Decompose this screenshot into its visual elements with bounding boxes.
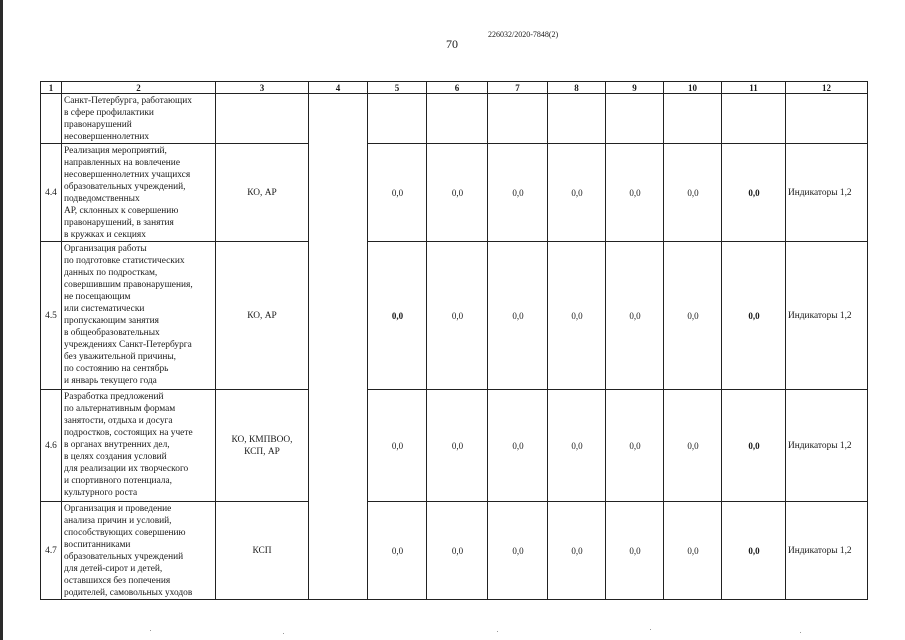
table-row xyxy=(41,390,868,502)
value-cell: 0,0 xyxy=(606,502,664,600)
row-number: 4.6 xyxy=(41,390,62,502)
total-value-cell: 0,0 xyxy=(722,502,786,600)
executor-cell: КО, АР xyxy=(216,242,309,390)
value-cell: 0,0 xyxy=(664,502,722,600)
scan-speck xyxy=(497,631,498,632)
scan-left-edge xyxy=(0,0,3,640)
total-value-cell: 0,0 xyxy=(722,144,786,242)
column-header: 5 xyxy=(368,82,427,94)
column-header: 2 xyxy=(62,82,216,94)
value-cell xyxy=(548,94,606,144)
value-cell: 0,0 xyxy=(368,144,427,242)
table-row xyxy=(41,242,868,390)
table-row xyxy=(41,502,868,600)
scan-speck xyxy=(150,630,151,631)
value-cell: 0,0 xyxy=(427,242,488,390)
value-cell: 0,0 xyxy=(548,502,606,600)
row-number: 4.7 xyxy=(41,502,62,600)
value-cell: 0,0 xyxy=(664,242,722,390)
activity-description: Организация работы по подготовке статистических данных по подросткам, совершившим правонарушения, не посещающим или систематически пропускающим занятия в общеобразовательных учреждениях Санкт-Петербурга без уважительной причины, по состоянию на сентябрь и январь текущего года xyxy=(62,242,216,390)
value-cell: 0,0 xyxy=(664,144,722,242)
value-cell: 0,0 xyxy=(606,242,664,390)
value-cell: 0,0 xyxy=(427,144,488,242)
scan-speck xyxy=(800,632,801,633)
column-header: 11 xyxy=(722,82,786,94)
value-cell xyxy=(606,94,664,144)
indicator-cell xyxy=(786,94,868,144)
table-header-row xyxy=(41,82,868,94)
value-cell: 0,0 xyxy=(664,390,722,502)
column-4-cell xyxy=(309,94,368,600)
column-header: 10 xyxy=(664,82,722,94)
total-value-cell: 0,0 xyxy=(722,242,786,390)
document-code: 226032/2020-7848(2) xyxy=(488,30,559,39)
indicator-cell: Индикаторы 1,2 xyxy=(786,242,868,390)
executor-cell: КСП xyxy=(216,502,309,600)
value-cell: 0,0 xyxy=(488,390,548,502)
column-header: 6 xyxy=(427,82,488,94)
program-activities-table xyxy=(40,81,868,600)
value-cell xyxy=(368,94,427,144)
value-cell: 0,0 xyxy=(488,144,548,242)
activity-description: Санкт-Петербурга, работающих в сфере профилактики правонарушений несовершеннолетних xyxy=(62,94,216,144)
value-cell: 0,0 xyxy=(606,390,664,502)
value-cell xyxy=(427,94,488,144)
activity-description: Разработка предложений по альтернативным формам занятости, отдыха и досуга подростков, состоящих на учете в органах внутренних дел, в целях создания условий для реализации их творческого и спортивного потенциала, культурного роста xyxy=(62,390,216,502)
executor-cell xyxy=(216,94,309,144)
row-number xyxy=(41,94,62,144)
value-cell: 0,0 xyxy=(368,390,427,502)
value-cell: 0,0 xyxy=(427,390,488,502)
column-header: 4 xyxy=(309,82,368,94)
total-value-cell: 0,0 xyxy=(722,390,786,502)
value-cell xyxy=(488,94,548,144)
indicator-cell: Индикаторы 1,2 xyxy=(786,502,868,600)
value-cell: 0,0 xyxy=(548,390,606,502)
column-header: 7 xyxy=(488,82,548,94)
column-header: 8 xyxy=(548,82,606,94)
row-number: 4.4 xyxy=(41,144,62,242)
activity-description: Организация и проведение анализа причин и условий, способствующих совершению воспитанниками образовательных учреждений для детей-сирот и детей, оставшихся без попечения родителей, самовольных уходов xyxy=(62,502,216,600)
value-cell: 0,0 xyxy=(488,502,548,600)
value-cell: 0,0 xyxy=(368,242,427,390)
column-header: 9 xyxy=(606,82,664,94)
row-number: 4.5 xyxy=(41,242,62,390)
value-cell: 0,0 xyxy=(368,502,427,600)
total-value-cell xyxy=(722,94,786,144)
value-cell: 0,0 xyxy=(606,144,664,242)
page-number: 70 xyxy=(446,37,458,51)
column-header: 1 xyxy=(41,82,62,94)
column-header: 3 xyxy=(216,82,309,94)
value-cell: 0,0 xyxy=(488,242,548,390)
executor-cell: КО, АР xyxy=(216,144,309,242)
table-row xyxy=(41,94,868,144)
scan-speck xyxy=(650,629,651,630)
table-row xyxy=(41,144,868,242)
activity-description: Реализация мероприятий, направленных на вовлечение несовершеннолетних учащихся образовательных учреждений, подведомственных АР, склонных к совершению правонарушений, в занятия в кружках и секциях xyxy=(62,144,216,242)
value-cell xyxy=(664,94,722,144)
scan-speck xyxy=(283,633,284,634)
executor-cell: КО, КМПВОО, КСП, АР xyxy=(216,390,309,502)
value-cell: 0,0 xyxy=(548,242,606,390)
value-cell: 0,0 xyxy=(427,502,488,600)
value-cell: 0,0 xyxy=(548,144,606,242)
column-header: 12 xyxy=(786,82,868,94)
indicator-cell: Индикаторы 1,2 xyxy=(786,144,868,242)
indicator-cell: Индикаторы 1,2 xyxy=(786,390,868,502)
